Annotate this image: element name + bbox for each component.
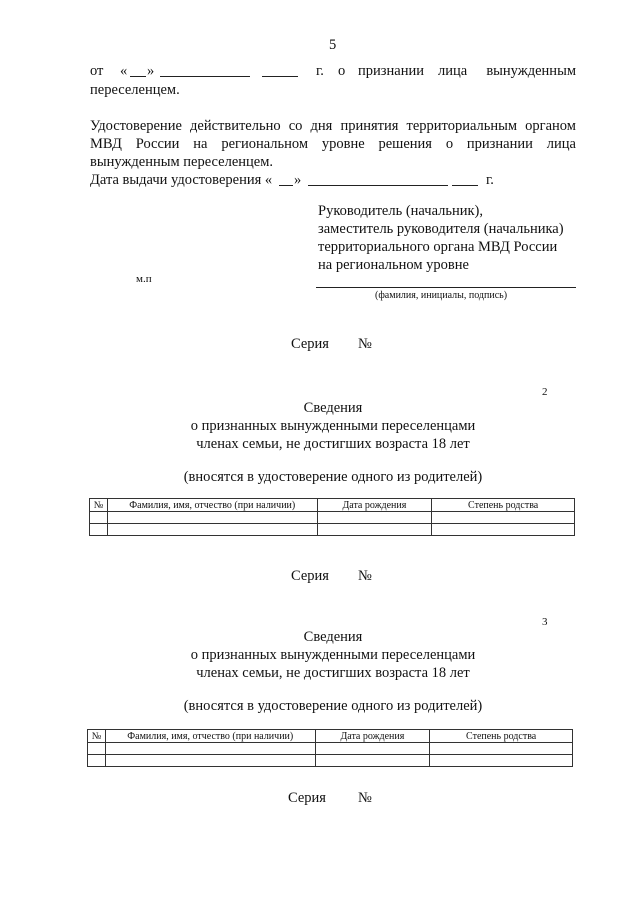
day-blank xyxy=(130,62,146,77)
table-cell[interactable] xyxy=(90,512,108,524)
table-cell[interactable] xyxy=(107,524,317,536)
validity-line-2 xyxy=(90,135,576,153)
signatory-line-4: на региональном уровне xyxy=(318,257,469,273)
table-cell[interactable] xyxy=(88,743,106,755)
table-cell[interactable] xyxy=(430,743,573,755)
word: принятия xyxy=(340,118,399,134)
word: Удостоверение xyxy=(90,118,182,134)
table-row xyxy=(90,524,575,536)
word: о xyxy=(445,136,454,152)
table-cell[interactable] xyxy=(90,524,108,536)
issue-line xyxy=(90,62,576,80)
table-cell[interactable] xyxy=(315,755,430,767)
section-title: Сведения xyxy=(303,400,363,416)
signatory-line-1: Руководитель (начальник), xyxy=(318,203,484,219)
table-cell[interactable] xyxy=(430,755,573,767)
signature-line xyxy=(316,287,576,288)
word-person: лица xyxy=(438,63,468,79)
children-table xyxy=(87,729,573,767)
table-cell[interactable] xyxy=(105,755,315,767)
table-cell[interactable] xyxy=(107,512,317,524)
word: МВД xyxy=(90,136,122,152)
number-label: № xyxy=(358,336,372,352)
validity-line-1 xyxy=(90,117,576,135)
word: территориальным xyxy=(406,118,518,134)
section-subtitle: членах семьи, не достигших возраста 18 лет xyxy=(196,436,470,452)
word: региональном xyxy=(221,136,309,152)
issue-date-label: Дата выдачи удостоверения « xyxy=(90,172,273,188)
table-row xyxy=(88,755,573,767)
word: со xyxy=(288,118,303,134)
word-forced: вынужденным xyxy=(486,63,576,79)
page-marker: 3 xyxy=(542,616,548,628)
quote-close: » xyxy=(147,63,155,79)
header-cell: Фамилия, имя, отчество (при наличии) xyxy=(105,730,315,743)
word: уровне xyxy=(321,136,365,152)
header-cell: Дата рождения xyxy=(317,499,432,512)
issue-month-blank xyxy=(308,171,448,186)
series-label: Серия xyxy=(288,790,326,806)
table-cell[interactable] xyxy=(317,512,432,524)
word: признании xyxy=(466,136,533,152)
year-g: г. xyxy=(316,63,324,79)
children-table xyxy=(89,498,575,536)
validity-line-3: вынужденным переселенцем. xyxy=(90,154,274,170)
issue-year-g: г. xyxy=(486,172,494,188)
table-row xyxy=(90,512,575,524)
issue-line-2: переселенцем. xyxy=(90,82,180,98)
table-header-row xyxy=(90,499,575,512)
year-blank xyxy=(262,62,298,77)
page-marker: 2 xyxy=(542,386,548,398)
word: лица xyxy=(546,136,576,152)
number-label: № xyxy=(358,790,372,806)
word: дня xyxy=(310,118,333,134)
table-cell[interactable] xyxy=(105,743,315,755)
section-subtitle: о признанных вынужденными переселенцами xyxy=(190,647,476,663)
word-recognition: признании xyxy=(358,63,424,79)
table-cell[interactable] xyxy=(88,755,106,767)
quote-open: « xyxy=(120,63,128,79)
header-cell: № xyxy=(88,730,106,743)
number-label: № xyxy=(358,568,372,584)
table-cell[interactable] xyxy=(432,524,575,536)
signatory-line-3: территориального органа МВД России xyxy=(318,239,558,255)
word: решения xyxy=(378,136,432,152)
issue-year-blank xyxy=(452,171,478,186)
header-cell: № xyxy=(90,499,108,512)
section-subtitle: о признанных вынужденными переселенцами xyxy=(190,418,476,434)
word: действительно xyxy=(190,118,281,134)
signature-caption: (фамилия, инициалы, подпись) xyxy=(375,290,508,301)
stamp-place: м.п xyxy=(136,273,152,285)
series-label: Серия xyxy=(291,568,329,584)
issue-quote-close: » xyxy=(294,172,302,188)
table-cell[interactable] xyxy=(317,524,432,536)
word: на xyxy=(193,136,208,152)
header-cell: Дата рождения xyxy=(315,730,430,743)
word: органом xyxy=(525,118,576,134)
series-label: Серия xyxy=(291,336,329,352)
table-cell[interactable] xyxy=(432,512,575,524)
issue-date-line xyxy=(90,171,510,189)
section-subtitle: членах семьи, не достигших возраста 18 лет xyxy=(196,665,470,681)
issue-day-blank xyxy=(279,171,293,186)
signatory-line-2: заместитель руководителя (начальника) xyxy=(318,221,564,237)
o-word: о xyxy=(338,63,346,79)
section-note: (вносятся в удостоверение одного из родителей) xyxy=(183,698,483,714)
table-header-row xyxy=(88,730,573,743)
header-cell: Фамилия, имя, отчество (при наличии) xyxy=(107,499,317,512)
header-cell: Степень родства xyxy=(432,499,575,512)
header-cell: Степень родства xyxy=(430,730,573,743)
section-note: (вносятся в удостоверение одного из родителей) xyxy=(183,469,483,485)
word: России xyxy=(135,136,180,152)
ot-word: от xyxy=(90,63,104,79)
month-blank xyxy=(160,62,250,77)
section-title: Сведения xyxy=(303,629,363,645)
table-row xyxy=(88,743,573,755)
page-number: 5 xyxy=(329,37,337,53)
table-cell[interactable] xyxy=(315,743,430,755)
